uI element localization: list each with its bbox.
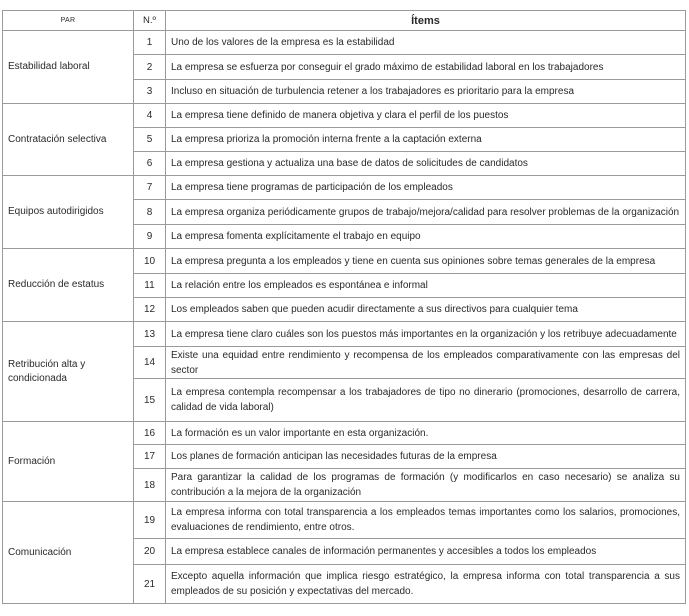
group-name: Formación (3, 422, 134, 502)
item-text: La empresa organiza periódicamente grupos de trabajo/mejora/calidad para resolver problemas de la organización (166, 200, 686, 225)
item-number: 12 (134, 298, 166, 322)
item-text: La empresa gestiona y actualiza una base de datos de solicitudes de candidatos (166, 152, 686, 176)
item-text: La empresa tiene claro cuáles son los puestos más importantes en la organización y los retribuye adecuadamente (166, 322, 686, 347)
hr-practices-table (2, 10, 686, 604)
table-row (3, 422, 686, 445)
group-name: Equipos autodirigidos (3, 176, 134, 249)
header-par: PAR (3, 11, 134, 31)
item-text: La empresa prioriza la promoción interna frente a la captación externa (166, 128, 686, 152)
item-text: Existe una equidad entre rendimiento y recompensa de los empleados comparativamente con las empresas del sector (166, 347, 686, 379)
item-text: Los empleados saben que pueden acudir directamente a sus directivos para cualquier tema (166, 298, 686, 322)
item-number: 18 (134, 469, 166, 502)
table-row (3, 322, 686, 347)
group-name: Retribución alta y condicionada (3, 322, 134, 422)
item-text: La empresa tiene programas de participación de los empleados (166, 176, 686, 200)
item-number: 20 (134, 539, 166, 565)
item-number: 2 (134, 55, 166, 80)
item-text: Excepto aquella información que implica riesgo estratégico, la empresa informa con total transparencia a sus empleados de su posición y expectativas del mercado. (166, 565, 686, 604)
item-number: 8 (134, 200, 166, 225)
item-text: La empresa contempla recompensar a los trabajadores de tipo no dinerario (promociones, desarrollo de carrera, calidad de vida laboral) (166, 379, 686, 422)
table-row (3, 502, 686, 539)
item-number: 17 (134, 445, 166, 469)
item-number: 11 (134, 274, 166, 298)
item-text: La empresa tiene definido de manera objetiva y clara el perfil de los puestos (166, 104, 686, 128)
table-row (3, 31, 686, 55)
item-text: Los planes de formación anticipan las necesidades futuras de la empresa (166, 445, 686, 469)
item-number: 7 (134, 176, 166, 200)
table-row (3, 104, 686, 128)
item-number: 3 (134, 80, 166, 104)
header-number: N.º (134, 11, 166, 31)
item-number: 14 (134, 347, 166, 379)
item-text: La empresa se esfuerza por conseguir el grado máximo de estabilidad laboral en los trabajadores (166, 55, 686, 80)
group-name: Comunicación (3, 502, 134, 604)
item-text: La formación es un valor importante en esta organización. (166, 422, 686, 445)
item-text: Para garantizar la calidad de los programas de formación (y modificarlos en caso necesario) se analiza su contribución a la mejora de la organización (166, 469, 686, 502)
item-text: La relación entre los empleados es espontánea e informal (166, 274, 686, 298)
item-number: 15 (134, 379, 166, 422)
group-name: Contratación selectiva (3, 104, 134, 176)
item-text: Uno de los valores de la empresa es la estabilidad (166, 31, 686, 55)
group-name: Reducción de estatus (3, 249, 134, 322)
item-number: 9 (134, 225, 166, 249)
item-number: 16 (134, 422, 166, 445)
item-text: La empresa pregunta a los empleados y tiene en cuenta sus opiniones sobre temas generales de la empresa (166, 249, 686, 274)
item-text: Incluso en situación de turbulencia retener a los trabajadores es prioritario para la empresa (166, 80, 686, 104)
item-text: La empresa establece canales de información permanentes y accesibles a todos los empleados (166, 539, 686, 565)
item-number: 4 (134, 104, 166, 128)
table-header-row (3, 11, 686, 31)
item-number: 21 (134, 565, 166, 604)
table-row (3, 176, 686, 200)
item-text: La empresa informa con total transparencia a los empleados temas importantes como los salarios, promociones, evaluaciones de rendimiento, entre otros. (166, 502, 686, 539)
item-number: 10 (134, 249, 166, 274)
table-row (3, 249, 686, 274)
header-items: Ítems (166, 11, 686, 31)
item-number: 6 (134, 152, 166, 176)
group-name: Estabilidad laboral (3, 31, 134, 104)
item-number: 5 (134, 128, 166, 152)
item-text: La empresa fomenta explícitamente el trabajo en equipo (166, 225, 686, 249)
item-number: 19 (134, 502, 166, 539)
item-number: 13 (134, 322, 166, 347)
item-number: 1 (134, 31, 166, 55)
